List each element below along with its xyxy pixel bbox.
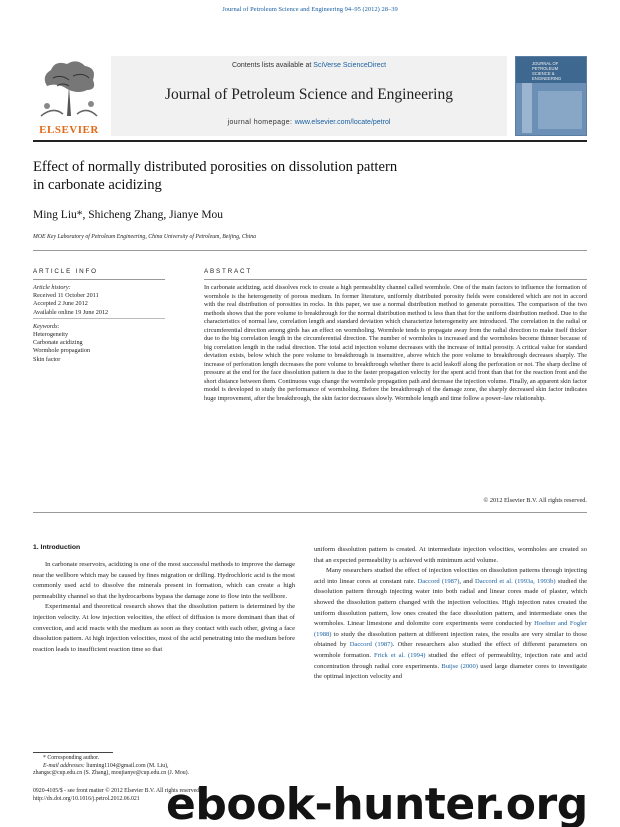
contents-prefix: Contents lists available at (231, 62, 314, 69)
citation-link[interactable]: Buijse (2000) (441, 662, 478, 670)
abstract-bottom-divider (33, 512, 587, 513)
keyword[interactable]: Wormhole propagation (33, 347, 91, 355)
paper-title (33, 158, 513, 194)
cover-text-line: SCIENCE & (532, 71, 555, 76)
keyword[interactable]: Skin factor (33, 355, 61, 363)
text-run: , and (459, 577, 475, 585)
text-run: Many researchers studied the effect of injection velocities on dissolution patterns through injecting acid into linear cores at constant rate. (314, 567, 587, 585)
text-run: studied the dissolution pattern through injecting water into both radial and linear cores made of plaster, which showed the dissolution pattern changed with the injection velocities. High injection rates created the uniform dissolution pattern, low ones created the face dissolution pattern, and intermediate ones the wormholes. Linear limestone and dolomite core experiments were conducted by (314, 577, 587, 628)
paragraph (314, 566, 587, 683)
email-address[interactable]: liuming1104@gmail.com (M. Liu), (84, 762, 169, 769)
doi-link[interactable]: http://dx.doi.org/10.1016/j.petrol.2012.06.021 (33, 795, 140, 802)
history-item: Received 11 October 2011 (33, 292, 99, 300)
citation-link[interactable]: Daccord et al. (1993a, 1993b) (474, 577, 556, 585)
affiliation: MOE Key Laboratory of Petroleum Engineering, China University of Petroleum, Beijing, China (33, 234, 257, 240)
email-line[interactable]: zhangsc@cup.edu.cn (S. Zhang), moujianye@cup.edu.cn (J. Mou). (33, 770, 190, 777)
paragraph: In carbonate reservoirs, acidizing is one of the most successful methods to improve the damage near the wellbore which may be caused by fines migration or drilling. Hydrochloric acid is the most commonly used acid to dissolve the minerals present in formation, which can create a high permeability channel so that the hydrocarbons bypass the damage zone to flow into the wellbore. (33, 561, 295, 600)
cover-image-block (538, 91, 582, 129)
text-run: . Other researchers also studied the effect of different parameters on wormhole formation. (314, 641, 588, 659)
keyword[interactable]: Carbonate acidizing (33, 339, 83, 347)
corresponding-author-note: * Corresponding author. (43, 755, 100, 761)
journal-title: Journal of Petroleum Science and Engineering (165, 86, 453, 103)
citation-link[interactable]: Daccord (1987) (417, 577, 460, 585)
copyright-notice: © 2012 Elsevier B.V. All rights reserved. (483, 497, 587, 504)
article-info-heading: ARTICLE INFO (33, 268, 98, 275)
cover-title (532, 61, 582, 81)
author-list[interactable]: Ming Liu*, Shicheng Zhang, Jianye Mou (33, 209, 224, 221)
article-info-divider (33, 279, 165, 280)
keywords-label: Keywords: (33, 322, 60, 330)
cover-text-line: ENGINEERING (532, 76, 562, 81)
paragraph: uniform dissolution pattern is created. At intermediate injection velocities, wormholes are created so that an expected permeability is achieved with minimum acid volume. (314, 546, 587, 564)
footnote (33, 755, 295, 778)
footnote-divider (33, 752, 113, 753)
homepage-link[interactable]: www.elsevier.com/locate/petrol (294, 119, 391, 126)
citation-link[interactable]: Frick et al. (1994) (374, 651, 426, 659)
cover-text-line: JOURNAL OF (532, 61, 559, 66)
text-run: studied the effect of permeability, injection rate and acid concentration through radial core experiments. (314, 651, 587, 670)
paper-title-line: in carbonate acidizing (33, 177, 162, 193)
keyword[interactable]: Heterogeneity (33, 331, 69, 339)
text-run: to study the dissolution pattern at different injection rates, the results are very similar to those obtained by (314, 630, 587, 649)
elsevier-tree-icon (33, 56, 105, 120)
cover-strip (522, 83, 532, 133)
journal-masthead (111, 56, 507, 136)
issn-line: 0920-4105/$ - see front matter © 2012 Elsevier B.V. All rights reserved. (33, 788, 201, 794)
citation-link[interactable]: Daccord (1987) (349, 641, 393, 649)
history-item: Available online 19 June 2012 (33, 308, 109, 316)
body-left-column (33, 560, 295, 655)
elsevier-logo[interactable] (33, 56, 105, 136)
text-run: used large diameter cores to investigate the optimal injection velocity and (314, 662, 587, 681)
abstract-body: In carbonate acidizing, acid dissolves rock to create a high permeability channel called wormhole. One of the main factors to influence the formation of wormhole is the heterogeneity of porous medium. In former literature, uniformly distributed porosity fields were considered which are not in accord with the real distribution of porosities in rocks. In this paper, we use a normal distribution method to generate porosities. The comparison of the two methods shows that the pore volume to breakthrough for the normal distribution method is less than that for the uniform distribution method. Due to the characteristics of normal law, correlation length and standard deviation which characterize heterogeneity are introduced. The correlation in the radial or circumferential direction among girds has an effect on wormholing. Wormhole tends to propagate away from the radial direction to make itself thicker due to the big correlation length in the circumferential direction. The number of wormholes is increased and the wormholes become thinner because of big correlation length in the radial direction. The total acid injection volume decreases with the increase of initial porosity. A critical value for standard deviation exists, below which the pore volume to breakthrough is insensitive, above which the pore volume to breakthrough decreases sharply. The increase of perforation length decreases the pore volume to breakthrough whether there is acid leakoff along the perforation or not. The sharp decline of pressure at the end for the face dissolution pattern is due to the faster propagation velocity for the spent acid front than that for the reaction front and the short distance between them. Continuous vugs change the wormhole propagation path and decrease the injection volume. Finally, an apparent skin factor model is developed to study the performance of wormholing. Before the breakthrough of the damage zone, the sharply decreased skin factor indicates huge improvement, after the breakthrough, the skin factor decreases slowly. Wormhole length and time follow a power–law relationship. (204, 284, 587, 402)
body-right-column (314, 545, 587, 683)
citation-link[interactable]: Hoefner and Fogler (1988) (314, 620, 587, 638)
journal-header (33, 56, 587, 136)
homepage-line (111, 119, 507, 126)
article-info (33, 284, 165, 364)
header-divider (33, 140, 587, 142)
paper-title-line: Effect of normally distributed porosities on dissolution pattern (33, 159, 398, 175)
introduction-heading: 1. Introduction (33, 544, 81, 551)
history-item: Accepted 2 June 2012 (33, 300, 88, 308)
paragraph: Experimental and theoretical research shows that the dissolution pattern is determined by the injection velocity. At low injection velocities, the effect of diffusion is more dominant than that of convection, and acid reacts with the medium as soon as they contact with each other, giving a face dissolution pattern. At high injection velocities, most of the acid penetrating into the medium before reaction leads to insufficient reaction time so that (33, 603, 295, 653)
cover-text-line: PETROLEUM (532, 66, 559, 71)
journal-cover-thumbnail[interactable] (515, 56, 587, 136)
history-label: Article history: (33, 284, 71, 291)
contents-line (111, 62, 507, 69)
abstract-heading: ABSTRACT (204, 268, 252, 275)
elsevier-wordmark: ELSEVIER (39, 124, 99, 136)
abstract-divider (204, 279, 587, 280)
watermark: ebook-hunter.org (166, 779, 588, 827)
homepage-prefix: journal homepage: (227, 119, 295, 126)
email-label: E-mail addresses: (43, 762, 85, 769)
affiliation-divider (33, 250, 587, 251)
journal-reference[interactable]: Journal of Petroleum Science and Engineering 94–95 (2012) 28–39 (222, 6, 398, 13)
info-separator (33, 318, 165, 319)
sciencedirect-link[interactable]: SciVerse ScienceDirect (313, 62, 387, 69)
